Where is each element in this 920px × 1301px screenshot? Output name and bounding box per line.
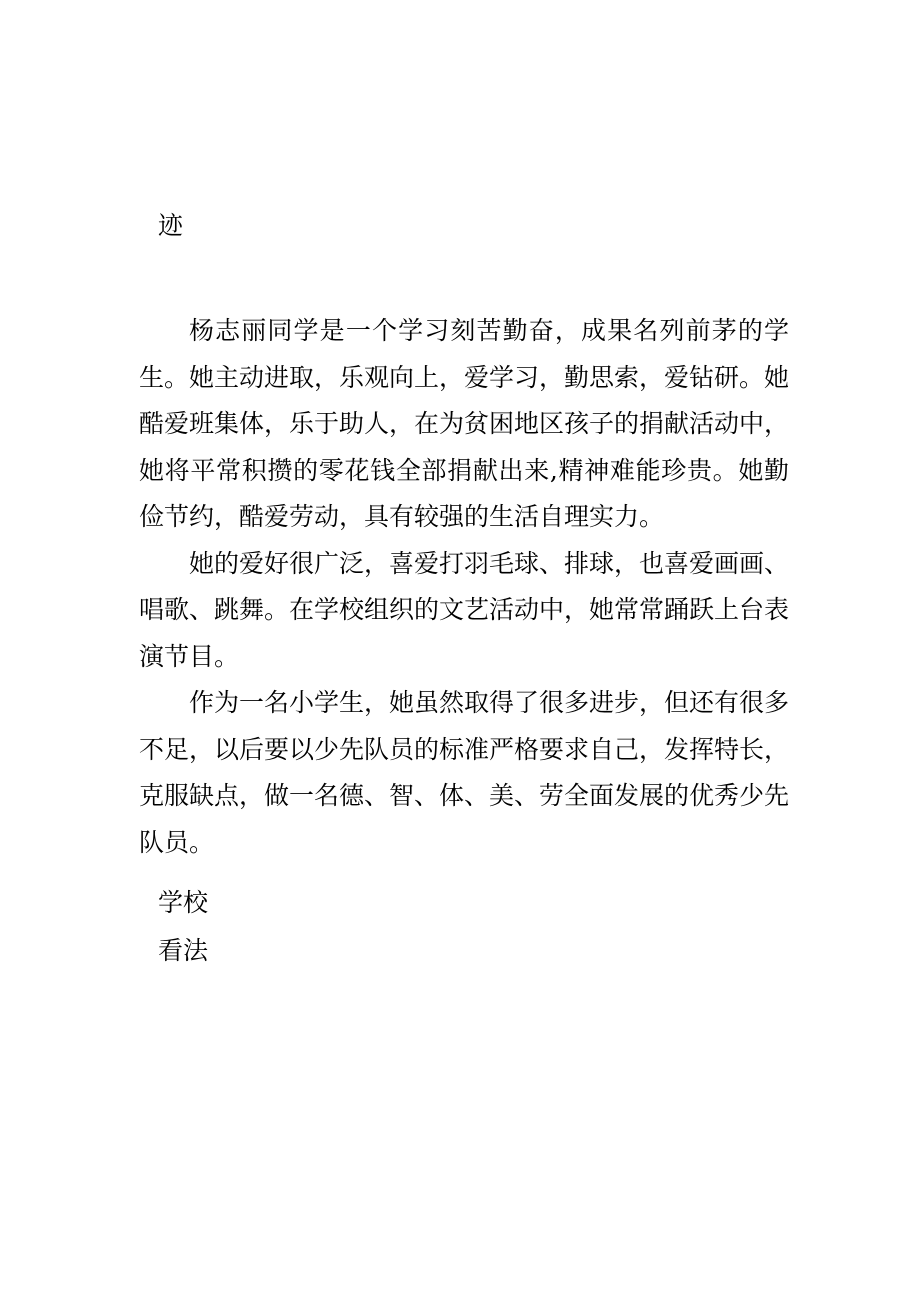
deeds-body: [139, 308, 789, 866]
paragraph-hobbies: 她的爱好很广泛，喜爱打羽毛球、排球，也喜爱画画、唱歌、跳舞。在学校组织的文艺活动中，她常常踊跃上台表演节目。: [139, 548, 790, 671]
paragraph-goals: 作为一名小学生，她虽然取得了很多进步，但还有很多不足，以后要以少先队员的标准严格要求自己，发挥特长，克服缺点，做一名德、智、体、美、劳全面发展的优秀少先队员。: [139, 688, 790, 857]
school-label: 学校: [158, 888, 209, 917]
paragraph-study: 杨志丽同学是一个学习刻苦勤奋，成果名列前茅的学生。她主动进取，乐观向上，爱学习，勤思索，爱钻研。她酷爱班集体，乐于助人，在为贫困地区孩子的捐献活动中，她将平常积攒的零花钱全部捐献出来,精神难能珍贵。她勤俭节约，酷爱劳动，具有较强的生活自理实力。: [139, 316, 790, 531]
opinion-label: 看法: [158, 936, 209, 965]
deeds-heading-fragment: 迹: [158, 211, 184, 240]
